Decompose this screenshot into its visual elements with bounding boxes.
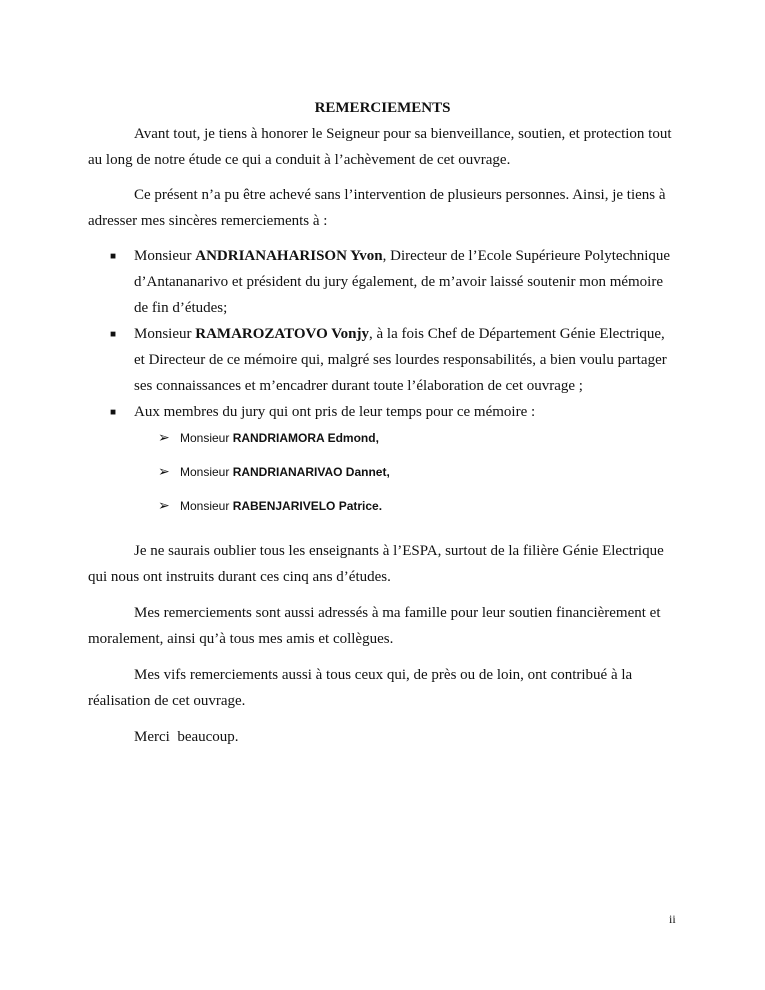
bullet-2-name: RAMAROZATOVO Vonjy <box>195 326 370 342</box>
teachers-line-1: Je ne saurais oublier tous les enseignants à l’ESPA, surtout de la filière Génie Electrique <box>134 543 664 559</box>
family-line-2: moralement, ainsi qu’à tous mes amis et collègues. <box>88 631 394 647</box>
page-title: REMERCIEMENTS <box>314 100 451 116</box>
bullet-2-line-1 <box>134 322 694 348</box>
jury-item-2 <box>180 462 390 482</box>
bullet-1-rest: , Directeur de l’Ecole Supérieure Polytechnique <box>382 248 671 264</box>
jury-3-prefix: Monsieur <box>180 499 233 513</box>
teachers-line-2: qui nous ont instruits durant ces cinq ans d’études. <box>88 569 391 585</box>
others-line-1: Mes vifs remerciements aussi à tous ceux qui, de près ou de loin, ont contribué à la <box>134 667 633 683</box>
bullet-3-line-1: Aux membres du jury qui ont pris de leur temps pour ce mémoire : <box>134 404 536 420</box>
square-bullet-icon: ■ <box>110 407 117 418</box>
square-bullet-icon: ■ <box>110 329 117 340</box>
bullet-2-line-3: ses connaissances et m’encadrer durant toute l’élaboration de cet ouvrage ; <box>134 378 583 394</box>
jury-2-name: RANDRIANARIVAO Dannet, <box>232 465 390 479</box>
bullet-1-name: ANDRIANAHARISON Yvon <box>195 248 383 264</box>
bullet-1-line-2: d’Antananarivo et président du jury également, de m’avoir laissé soutenir mon mémoire <box>134 274 664 290</box>
family-line-1: Mes remerciements sont aussi adressés à ma famille pour leur soutien financièrement et <box>134 605 661 621</box>
jury-item-1 <box>180 428 379 448</box>
others-line-2: réalisation de cet ouvrage. <box>88 693 246 709</box>
jury-item-3 <box>180 496 382 516</box>
intro-line-1: Avant tout, je tiens à honorer le Seigneur pour sa bienveillance, soutien, et protection tout <box>134 126 672 142</box>
arrow-bullet-icon: ➢ <box>158 498 170 514</box>
lead-line-2: adresser mes sincères remerciements à : <box>88 213 328 229</box>
closing-line: Merci beaucoup. <box>134 729 239 745</box>
jury-2-prefix: Monsieur <box>180 465 233 479</box>
arrow-bullet-icon: ➢ <box>158 430 170 446</box>
arrow-bullet-icon: ➢ <box>158 464 170 480</box>
jury-1-name: RANDRIAMORA Edmond, <box>232 431 379 445</box>
square-bullet-icon: ■ <box>110 251 117 262</box>
bullet-1-prefix: Monsieur <box>134 248 196 264</box>
jury-3-name: RABENJARIVELO Patrice. <box>232 499 383 513</box>
bullet-2-rest: , à la fois Chef de Département Génie Electrique, <box>369 326 665 342</box>
bullet-1-line-1 <box>134 244 694 270</box>
lead-line-1: Ce présent n’a pu être achevé sans l’intervention de plusieurs personnes. Ainsi, je tiens à <box>134 187 666 203</box>
jury-1-prefix: Monsieur <box>180 431 233 445</box>
page-number: ii <box>669 912 676 926</box>
intro-line-2: au long de notre étude ce qui a conduit à l’achèvement de cet ouvrage. <box>88 152 511 168</box>
bullet-1-line-3: de fin d’études; <box>134 300 228 316</box>
bullet-2-line-2: et Directeur de ce mémoire qui, malgré ses lourdes responsabilités, a bien voulu partager <box>134 352 667 368</box>
bullet-2-prefix: Monsieur <box>134 326 196 342</box>
